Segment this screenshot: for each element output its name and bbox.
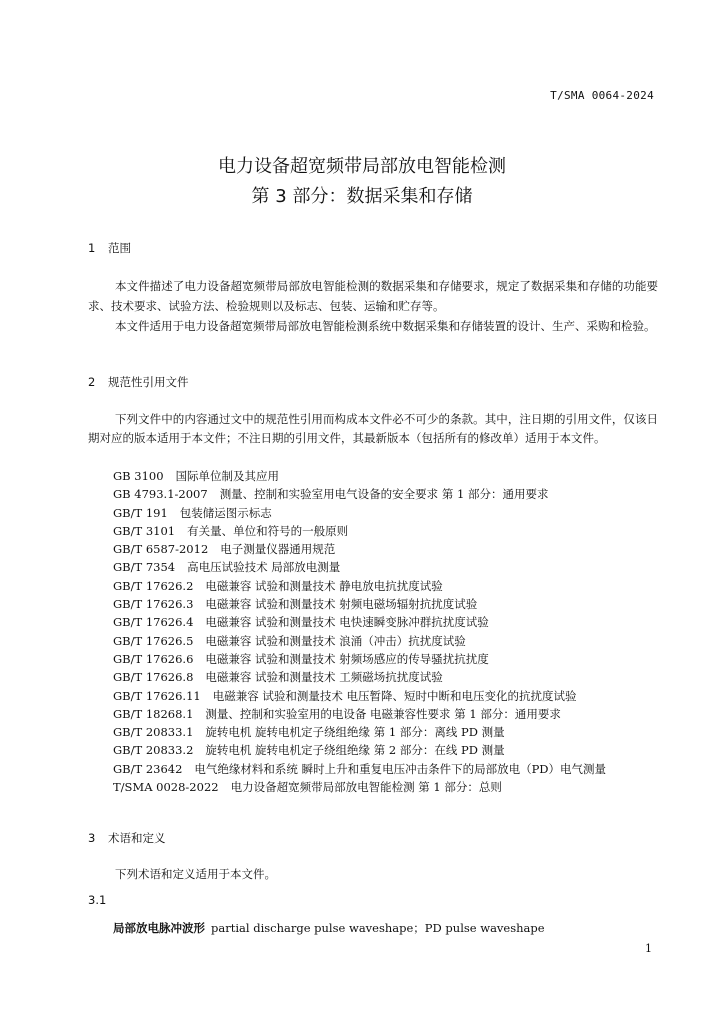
reference-item: [113, 668, 606, 686]
reference-code: GB/T 17626.8: [113, 670, 194, 685]
reference-title: 有关量、单位和符号的一般原则: [187, 523, 349, 538]
reference-item: [113, 522, 606, 540]
reference-title: 包装储运图示标志: [179, 505, 272, 520]
reference-title: 电磁兼容 试验和测量技术 工频磁场抗扰度试验: [205, 670, 443, 685]
reference-title: 电磁兼容 试验和测量技术 静电放电抗扰度试验: [205, 578, 443, 593]
reference-title: 电磁兼容 试验和测量技术 射频场感应的传导骚扰抗扰度: [205, 651, 489, 666]
reference-title: 旋转电机 旋转电机定子绕组绝缘 第 2 部分：在线 PD 测量: [205, 743, 505, 758]
reference-title: 电气绝缘材料和系统 瞬时上升和重复电压冲击条件下的局部放电（PD）电气测量: [194, 761, 607, 776]
reference-code: GB/T 17626.2: [113, 578, 194, 593]
reference-item: [113, 778, 606, 796]
normative-reference-list: [113, 467, 606, 796]
reference-code: GB 3100: [113, 469, 164, 483]
reference-title: 测量、控制和实验室用电气设备的安全要求 第 1 部分：通用要求: [219, 487, 549, 502]
reference-item: [113, 558, 606, 576]
reference-code: GB/T 7354: [113, 560, 176, 575]
section-1-paragraph-1: 本文件描述了电力设备超宽频带局部放电智能检测的数据采集和存储要求，规定了数据采集和存储的功能要求、技术要求、试验方法、检验规则以及标志、包装、运输和贮存等。: [88, 279, 658, 313]
section-title: 范围: [108, 241, 131, 255]
reference-code: T/SMA 0028-2022: [113, 780, 219, 795]
section-1-heading: [88, 240, 131, 256]
term-entry: [113, 920, 545, 936]
section-title: 规范性引用文件: [108, 375, 189, 389]
reference-item: [113, 577, 606, 595]
standard-code: T/SMA 0064-2024: [550, 89, 654, 102]
reference-code: GB/T 23642: [113, 761, 183, 776]
reference-item: [113, 504, 606, 522]
reference-title: 电磁兼容 试验和测量技术 电快速瞬变脉冲群抗扰度试验: [205, 615, 489, 630]
reference-title: 旋转电机 旋转电机定子绕组绝缘 第 1 部分：离线 PD 测量: [205, 725, 505, 740]
reference-title: 电子测量仪器通用规范: [220, 542, 336, 557]
term-english: partial discharge pulse waveshape；PD pulse waveshape: [211, 921, 545, 935]
document-subtitle: 第 3 部分：数据采集和存储: [251, 186, 473, 207]
reference-title: 国际单位制及其应用: [175, 469, 280, 483]
reference-code: GB/T 17626.6: [113, 651, 194, 666]
reference-code: GB/T 17626.3: [113, 597, 194, 612]
section-title: 术语和定义: [108, 831, 166, 845]
reference-item: [113, 595, 606, 613]
reference-item: [113, 613, 606, 631]
reference-code: GB/T 17626.5: [113, 633, 194, 648]
reference-title: 电磁兼容 试验和测量技术 电压暂降、短时中断和电压变化的抗扰度试验: [212, 688, 577, 703]
reference-item: [113, 760, 606, 778]
reference-code: GB/T 20833.1: [113, 725, 194, 740]
reference-code: GB/T 17626.11: [113, 688, 201, 703]
reference-code: GB 4793.1-2007: [113, 487, 208, 502]
section-2-heading: [88, 374, 189, 390]
reference-code: GB/T 17626.4: [113, 615, 194, 630]
page-number: 1: [645, 942, 652, 955]
reference-code: GB/T 20833.2: [113, 743, 194, 758]
reference-item: [113, 705, 606, 723]
reference-item: [113, 485, 606, 503]
section-3-heading: [88, 830, 166, 846]
reference-code: GB/T 18268.1: [113, 706, 194, 721]
section-2-paragraph-1: 下列文件中的内容通过文中的规范性引用而构成本文件必不可少的条款。其中，注日期的引用文件，仅该日期对应的版本适用于本文件；不注日期的引用文件，其最新版本（包括所有的修改单）适用于本文件。: [88, 412, 658, 445]
reference-item: [113, 632, 606, 650]
document-title: 电力设备超宽频带局部放电智能检测: [218, 156, 506, 177]
term-chinese: 局部放电脉冲波形: [113, 921, 205, 935]
reference-item: [113, 741, 606, 759]
reference-item: [113, 687, 606, 705]
section-number: 2: [88, 375, 96, 389]
section-1-paragraph-2: 本文件适用于电力设备超宽频带局部放电智能检测系统中数据采集和存储装置的设计、生产、采购和检验。: [115, 319, 656, 333]
reference-item: [113, 467, 606, 485]
reference-code: GB/T 3101: [113, 523, 176, 538]
reference-title: 电力设备超宽频带局部放电智能检测 第 1 部分：总则: [230, 780, 502, 795]
reference-title: 高电压试验技术 局部放电测量: [187, 560, 341, 575]
reference-code: GB/T 191: [113, 505, 168, 520]
reference-item: [113, 723, 606, 741]
reference-title: 电磁兼容 试验和测量技术 浪涌（冲击）抗扰度试验: [205, 633, 466, 648]
section-number: 3: [88, 831, 96, 845]
reference-item: [113, 540, 606, 558]
subsection-number: 3.1: [88, 893, 107, 907]
reference-title: 电磁兼容 试验和测量技术 射频电磁场辐射抗扰度试验: [205, 597, 478, 612]
reference-code: GB/T 6587-2012: [113, 542, 209, 557]
reference-item: [113, 650, 606, 668]
section-3-paragraph-1: 下列术语和定义适用于本文件。: [115, 867, 276, 881]
section-number: 1: [88, 241, 96, 255]
reference-title: 测量、控制和实验室用的电设备 电磁兼容性要求 第 1 部分：通用要求: [205, 706, 561, 721]
